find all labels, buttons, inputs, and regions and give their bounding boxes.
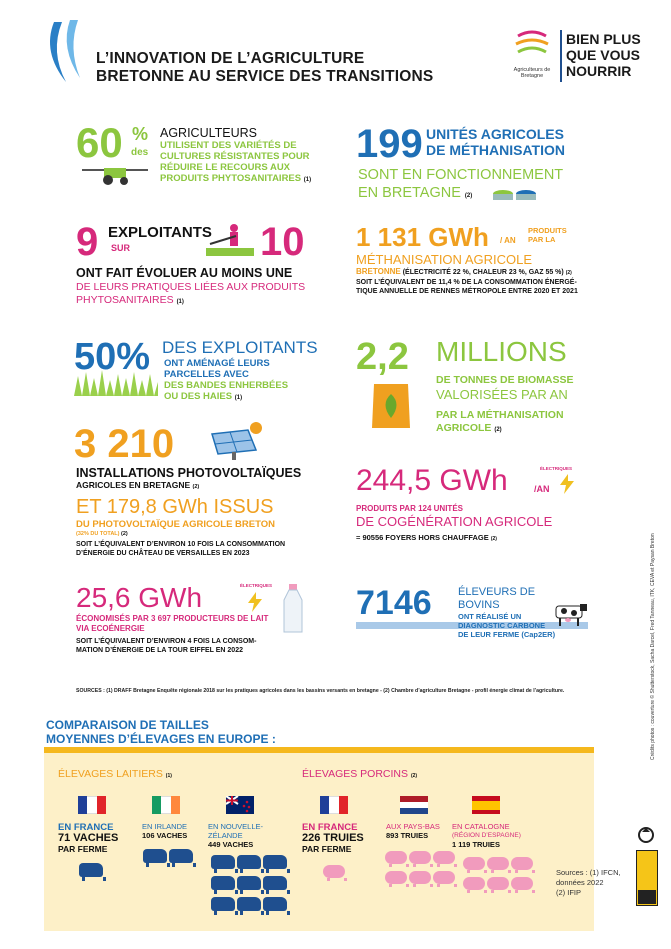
stat-7146-text: ÉLEVEURS DE BOVINS ONT RÉALISÉ UN DIAGNOSTIC CARBONE DE LEUR FERME (Cap2ER) [458, 586, 556, 639]
photo-credits: Crédits photos : couverture © Shutterstock, Sacha Darcel, Fred Tanneau, ITK, CEVA et Paysan Breton [650, 533, 656, 760]
cows-ireland [142, 848, 198, 869]
stat-2445-per: /AN [534, 484, 550, 494]
stat-1131-number: 1 131 GWh [356, 222, 489, 252]
stat-1131-side: PRODUITS PAR LA [528, 226, 567, 244]
cows-new-zealand [210, 854, 294, 917]
stat-2445-text: PRODUITS PAR 124 UNITÉS DE COGÉNÉRATION AGRICOLE = 90556 FOYERS HORS CHAUFFAGE (2) [356, 504, 553, 542]
slogan: BIEN PLUS QUE VOUS NOURRIR [566, 31, 641, 79]
pigs-france [322, 864, 346, 884]
qr-icon [638, 890, 656, 904]
flag-france-dairy [78, 796, 106, 814]
brand-logo: Agriculteurs de Bretagne [508, 28, 556, 84]
lightning-icon-2 [560, 474, 574, 494]
stat-22-number: 2,2 [356, 336, 409, 378]
stat-3210-text: INSTALLATIONS PHOTOVOLTAÏQUES AGRICOLES EN BRETAGNE (2) ET 179,8 GWh ISSUS DU PHOTOVOLTAÏQUE AGRICOLE BRETON (32% DU TOTAL) (2) SOIT L’ÉQUIVALENT D’ENVIRON 10 FOIS LA CONSOMMATION D’ÉNERGIE DU CHÂTEAU DE VERSAILLES EN 2023 [76, 466, 302, 557]
dairy-france: EN FRANCE 71 VACHES PAR FERME [58, 822, 119, 854]
stat-22-title: MILLIONS [436, 336, 567, 367]
pig-france: EN FRANCE 226 TRUIES PAR FERME [302, 822, 364, 854]
dairy-title: ÉLEVAGES LAITIERS (1) [58, 768, 172, 780]
stat-199-text: SONT EN FONCTIONNEMENT EN BRETAGNE (2) [358, 167, 564, 201]
logo-divider [560, 30, 562, 82]
stat-9-label: EXPLOITANTS [108, 224, 212, 241]
farmer-icon [206, 222, 254, 256]
stat-7146-number: 7146 [356, 584, 432, 622]
pig-netherlands: AUX PAYS-BAS 893 TRUIES [386, 822, 440, 840]
stat-25-sup: ÉLECTRIQUES [240, 583, 273, 588]
pig-catalonia: EN CATALOGNE (RÉGION D’ESPAGNE) 1 119 TRUIES [452, 822, 521, 849]
page-title: L’INNOVATION DE L’AGRICULTURE BRETONNE AU SERVICE DES TRANSITIONS [96, 50, 434, 85]
flag-new-zealand [226, 796, 254, 814]
stat-199-number: 199 [356, 122, 423, 166]
comparison-sources: Sources : (1) IFCN, données 2022 (2) IFIP [556, 868, 621, 897]
stat-50-text: ONT AMÉNAGÉ LEURS PARCELLES AVEC DES BANDES ENHERBÉES OU DES HAIES (1) [164, 358, 289, 402]
stat-199-title: UNITÉS AGRICOLES DE MÉTHANISATION [426, 126, 565, 158]
stat-3210-number: 3 210 [74, 422, 175, 466]
pig-title: ÉLEVAGES PORCINS (2) [302, 768, 418, 780]
stat-9-number: 9 [76, 220, 99, 264]
solar-panel-icon [206, 420, 266, 460]
lightning-icon [248, 592, 262, 612]
biomass-bag-icon [370, 378, 412, 430]
dairy-ireland: EN IRLANDE 106 VACHES [142, 822, 188, 840]
tractor-icon [80, 162, 150, 186]
stat-25-number: 25,6 GWh [76, 582, 203, 613]
stat-1131-per: / AN [500, 236, 516, 245]
cows-france [78, 862, 104, 883]
stat-9-text: ONT FAIT ÉVOLUER AU MOINS UNE DE LEURS PRATIQUES LIÉES AUX PRODUITS PHYTOSANITAIRES (1) [76, 266, 306, 306]
stat-10-number: 10 [260, 220, 305, 264]
stat-2445-sup: ÉLECTRIQUES [540, 466, 573, 471]
stat-50-number: 50% [74, 336, 151, 378]
stat-60-pct: % [132, 124, 149, 144]
pigs-netherlands [384, 850, 462, 890]
dairy-new-zealand: EN NOUVELLE- ZÉLANDE 449 VACHES [208, 822, 264, 849]
flag-france-pig [320, 796, 348, 814]
comparison-title: COMPARAISON DE TAILLES MOYENNES D’ÉLEVAGES EN EUROPE : [46, 718, 276, 746]
pigs-catalonia [462, 856, 540, 896]
stat-1131-text: MÉTHANISATION AGRICOLE BRETONNE (ÉLECTRICITÉ 22 %, CHALEUR 23 %, GAZ 55 %) (2) SOIT L’ÉQUIVALENT DE 11,4 % DE LA CONSOMMATION ÉNERGÉ- TIQUE ANNUELLE DE RENNES MÉTROPOLE ENTRE 2020 ET 2021 [356, 252, 578, 295]
stat-2445-number: 244,5 GWh [356, 464, 508, 497]
stat-50-title: DES EXPLOITANTS [162, 338, 318, 357]
flag-spain [472, 796, 500, 814]
recycle-icon [637, 826, 655, 844]
stat-60-text: AGRICULTEURS UTILISENT DES VARIÉTÉS DE CULTURES RÉSISTANTES POUR RÉDUIRE LE RECOURS AUX PRODUITS PHYTOSANITAIRES (1) [160, 126, 312, 184]
milk-bottle-icon [282, 584, 304, 634]
stat-60-number: 60 [76, 119, 123, 166]
stat-9-sur: SUR [111, 243, 131, 253]
stat-60-des: des [131, 147, 149, 158]
header-swoosh [40, 18, 92, 86]
stat-22-text: DE TONNES DE BIOMASSE VALORISÉES PAR AN PAR LA MÉTHANISATION AGRICOLE (2) [436, 374, 574, 434]
methaniser-icon [492, 186, 538, 202]
flag-netherlands [400, 796, 428, 814]
sources-text: SOURCES : (1) DRAFF Bretagne Enquête régionale 2018 sur les pratiques agricoles dans les bassins versants en bretagne - (2) Chambre d’agriculture Bretagne - profil énergie climat de l’agriculture. [76, 688, 565, 694]
stat-25-text: ÉCONOMISÉS PAR 3 697 PRODUCTEURS DE LAIT VIA ECOÉNERGIE SOIT L’ÉQUIVALENT D’ENVIRON 4 FOIS LA CONSOM- MATION D’ÉNERGIE DE LA TOUR EIFFEL EN 2022 [76, 614, 269, 654]
flag-ireland [152, 796, 180, 814]
cow-icon [554, 602, 588, 628]
grass-icon [74, 368, 158, 396]
